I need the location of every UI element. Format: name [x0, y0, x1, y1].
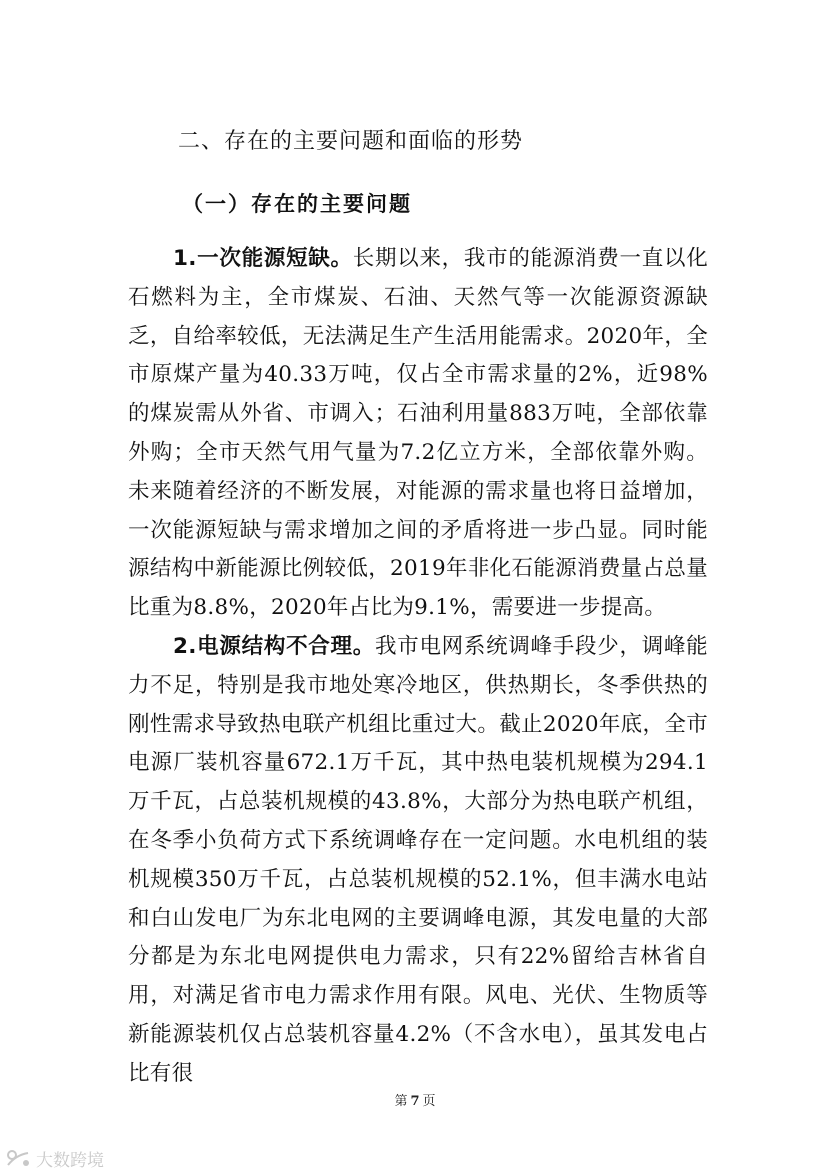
paragraph-lead: 2.电源结构不合理。 — [173, 634, 375, 659]
watermark — [6, 1146, 104, 1171]
watermark-logo-icon — [6, 1149, 32, 1169]
page-number-value: 7 — [410, 1094, 420, 1109]
paragraph-power-structure — [128, 628, 708, 1094]
section-heading: 二、存在的主要问题和面临的形势 — [178, 129, 524, 154]
paragraph-body: 我市电网系统调峰手段少，调峰能力不足，特别是我市地处寒冷地区，供热期长，冬季供热的刚性需求导致热电联产机组比重过大。截止2020年底，全市电源厂装机容量672.1万千瓦，其中热电装机规模为294.1万千瓦，占总装机规模的43.8%，大部分为热电联产机组，在冬季小负荷方式下系统调峰存在一定问题。水电机组的装机规模350万千瓦，占总装机规模的52.1%，但丰满水电站和白山发电厂为东北电网的主要调峰电源，其发电量的大部分都是为东北电网提供电力需求，只有22%留给吉林省自用，对满足省市电力需求作用有限。风电、光伏、生物质等新能源装机仅占总装机容量4.2%（不含水电），虽其发电占比有很 — [128, 634, 708, 1086]
page-number — [0, 1090, 830, 1109]
watermark-text: 大数跨境 — [36, 1151, 104, 1171]
page-number-suffix: 页 — [422, 1094, 436, 1109]
paragraph-lead: 1.一次能源短缺。 — [173, 246, 353, 271]
paragraph-body: 长期以来，我市的能源消费一直以化石燃料为主，全市煤炭、石油、天然气等一次能源资源缺乏，自给率较低，无法满足生产生活用能需求。2020年，全市原煤产量为40.33万吨，仅占全市需求量的2%，近98%的煤炭需从外省、市调入；石油利用量883万吨，全部依靠外购；全市天然气用气量为7.2亿立方米，全部依靠外购。未来随着经济的不断发展，对能源的需求量也将日益增加，一次能源短缺与需求增加之间的矛盾将进一步凸显。同时能源结构中新能源比例较低，2019年非化石能源消费量占总量比重为8.8%，2020年占比为9.1%，需要进一步提高。 — [128, 246, 708, 621]
page-number-prefix: 第 — [394, 1094, 408, 1109]
subsection-heading: （一）存在的主要问题 — [182, 192, 412, 216]
paragraph-energy-shortage — [128, 240, 708, 628]
